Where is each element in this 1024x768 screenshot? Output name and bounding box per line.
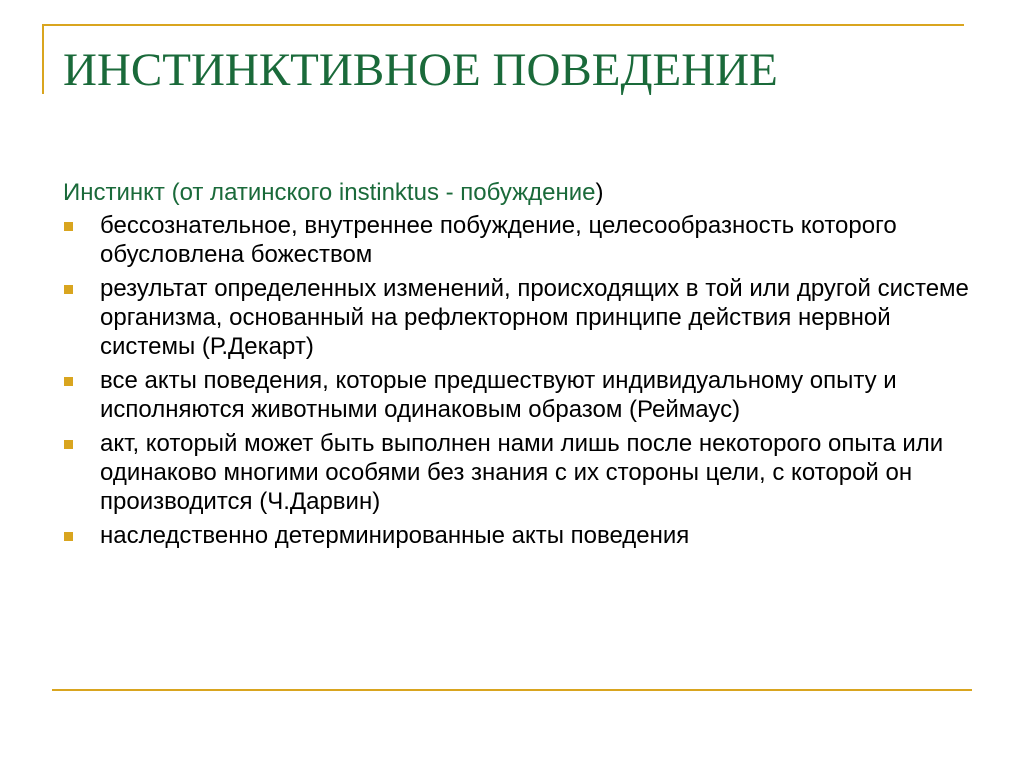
frame-bottom-line <box>52 689 972 691</box>
list-item-text: акт, который может быть выполнен нами лишь после некоторого опыта или одинаково многими особями без знания с их стороны цели, с которой он производится (Ч.Дарвин) <box>100 430 944 515</box>
list-item <box>63 274 973 361</box>
square-bullet-icon <box>64 440 73 449</box>
frame-top-line <box>42 24 964 26</box>
square-bullet-icon <box>64 532 73 541</box>
list-item-text: наследственно детерминированные акты поведения <box>100 522 690 549</box>
list-item <box>63 211 973 269</box>
intro-closing: ) <box>595 179 604 206</box>
list-item <box>63 366 973 424</box>
intro-line <box>63 178 973 207</box>
list-item-text: все акты поведения, которые предшествуют индивидуальному опыту и исполняются животными одинаковым образом (Реймаус) <box>100 367 897 423</box>
slide-content <box>63 178 973 555</box>
list-item <box>63 521 973 550</box>
list-item-text: результат определенных изменений, происходящих в той или другой системе организма, основанный на рефлекторном принципе действия нервной системы (Р.Декарт) <box>100 275 969 360</box>
slide-title: ИНСТИНКТИВНОЕ ПОВЕДЕНИЕ <box>63 44 778 96</box>
list-item-text: бессознательное, внутреннее побуждение, целесообразность которого обусловлена божеством <box>100 212 897 268</box>
square-bullet-icon <box>64 285 73 294</box>
square-bullet-icon <box>64 377 73 386</box>
list-item <box>63 429 973 516</box>
definition-list <box>63 211 973 550</box>
square-bullet-icon <box>64 222 73 231</box>
frame-left-line <box>42 24 44 94</box>
intro-text: Инстинкт (от латинского instinktus - побуждение <box>63 179 596 206</box>
